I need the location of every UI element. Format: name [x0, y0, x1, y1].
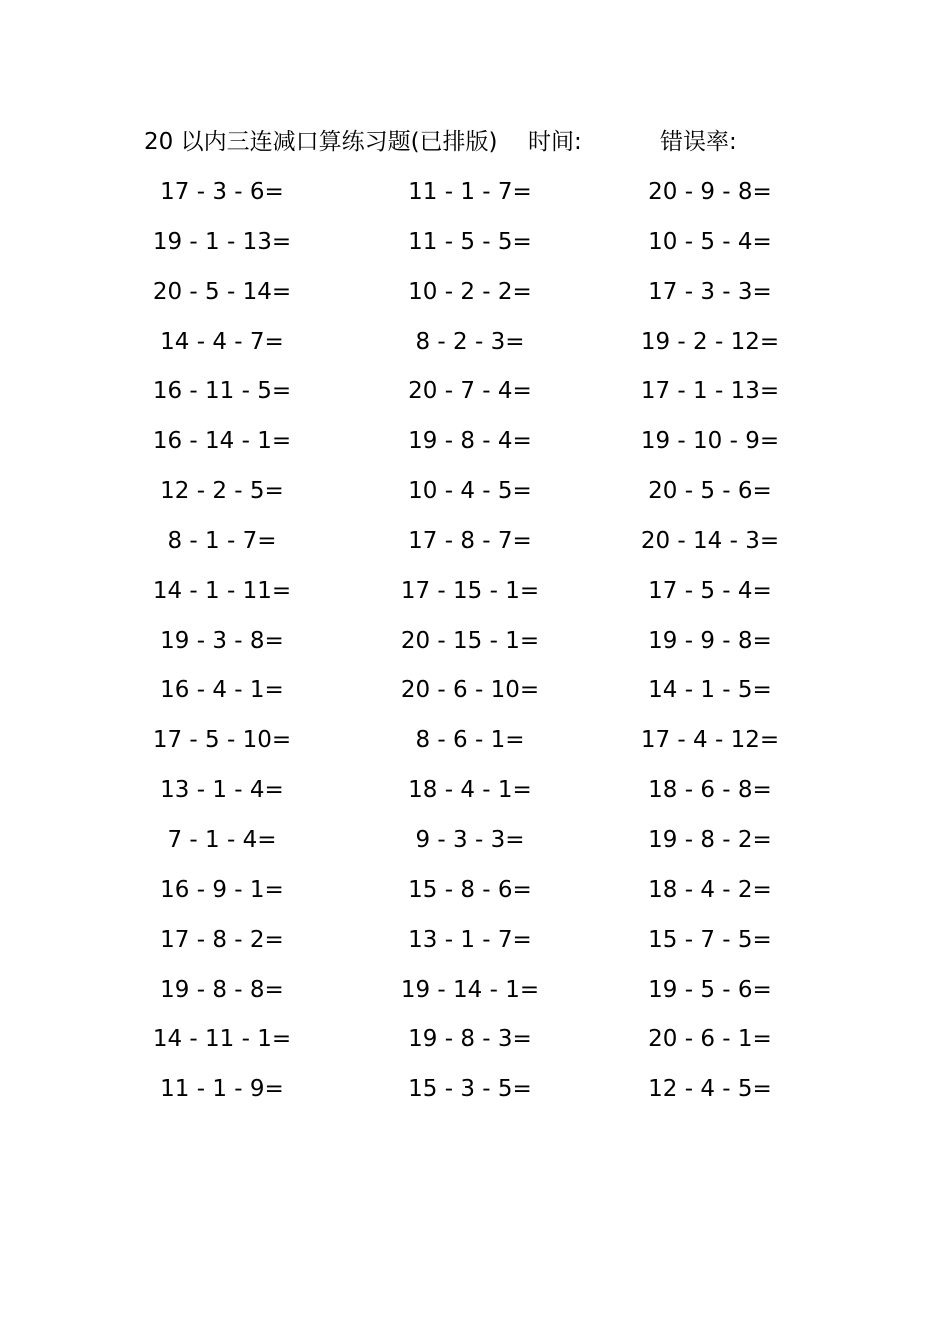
problem-row — [0, 471, 950, 521]
problem-row — [0, 770, 950, 820]
problem-row — [0, 222, 950, 272]
problem-item: 18 - 4 - 2= — [648, 876, 772, 903]
problem-item: 8 - 1 - 7= — [167, 527, 277, 554]
problem-item: 17 - 3 - 3= — [648, 278, 772, 305]
problem-item: 11 - 1 - 9= — [160, 1076, 284, 1103]
problem-item: 17 - 3 - 6= — [160, 179, 284, 205]
problem-item: 19 - 5 - 6= — [648, 976, 772, 1003]
problem-item: 19 - 9 - 8= — [648, 627, 772, 654]
problem-item: 19 - 3 - 8= — [160, 627, 284, 654]
problem-row — [0, 970, 950, 1020]
problem-row — [0, 720, 950, 770]
problem-row — [0, 1019, 950, 1069]
problem-item: 19 - 2 - 12= — [640, 328, 780, 355]
problem-item: 15 - 3 - 5= — [408, 1076, 532, 1103]
problem-row — [0, 670, 950, 720]
problem-item: 15 - 8 - 6= — [408, 876, 532, 903]
problem-item: 10 - 2 - 2= — [408, 278, 532, 305]
problem-item: 12 - 4 - 5= — [648, 1076, 772, 1103]
problem-item: 13 - 1 - 7= — [408, 926, 532, 953]
problem-item: 14 - 1 - 5= — [648, 677, 772, 704]
problem-item: 17 - 5 - 10= — [152, 727, 292, 754]
problem-item: 10 - 4 - 5= — [408, 478, 532, 505]
problem-item: 18 - 4 - 1= — [408, 777, 532, 804]
problem-row — [0, 322, 950, 372]
problem-item: 19 - 10 - 9= — [640, 428, 780, 455]
problem-row — [0, 920, 950, 970]
problem-row — [0, 421, 950, 471]
problem-item: 20 - 6 - 10= — [400, 677, 540, 704]
problem-item: 11 - 1 - 7= — [408, 179, 532, 205]
time-label: 时间: — [528, 129, 582, 155]
worksheet-title: 20 以内三连减口算练习题(已排版) — [144, 129, 498, 155]
problem-grid — [0, 172, 950, 1119]
problem-item: 20 - 14 - 3= — [640, 527, 780, 554]
problem-item: 19 - 1 - 13= — [152, 228, 292, 255]
problem-item: 7 - 1 - 4= — [167, 826, 277, 853]
problem-item: 20 - 7 - 4= — [408, 378, 532, 405]
problem-item: 8 - 2 - 3= — [415, 328, 525, 355]
problem-item: 19 - 8 - 8= — [160, 976, 284, 1003]
problem-item: 15 - 7 - 5= — [648, 926, 772, 953]
problem-item: 17 - 1 - 13= — [640, 378, 780, 405]
problem-item: 13 - 1 - 4= — [160, 777, 284, 804]
problem-item: 16 - 11 - 5= — [152, 378, 292, 405]
error-rate-label: 错误率: — [660, 129, 737, 155]
problem-item: 17 - 5 - 4= — [648, 577, 772, 604]
problem-item: 19 - 8 - 4= — [408, 428, 532, 455]
problem-row — [0, 371, 950, 421]
problem-row — [0, 272, 950, 322]
problem-item: 19 - 8 - 3= — [408, 1026, 532, 1053]
problem-item: 17 - 4 - 12= — [640, 727, 780, 754]
problem-row — [0, 521, 950, 571]
problem-item: 17 - 15 - 1= — [400, 577, 540, 604]
problem-item: 10 - 5 - 4= — [648, 228, 772, 255]
problem-item: 20 - 5 - 14= — [152, 278, 292, 305]
worksheet-header — [0, 124, 950, 160]
problem-item: 18 - 6 - 8= — [648, 777, 772, 804]
problem-item: 12 - 2 - 5= — [160, 478, 284, 505]
problem-item: 16 - 14 - 1= — [152, 428, 292, 455]
problem-row — [0, 621, 950, 671]
problem-row — [0, 870, 950, 920]
problem-item: 14 - 1 - 11= — [152, 577, 292, 604]
problem-item: 11 - 5 - 5= — [408, 228, 532, 255]
problem-item: 17 - 8 - 2= — [160, 926, 284, 953]
problem-item: 19 - 14 - 1= — [400, 976, 540, 1003]
problem-item: 14 - 11 - 1= — [152, 1026, 292, 1053]
problem-item: 20 - 9 - 8= — [648, 179, 772, 205]
problem-item: 16 - 4 - 1= — [160, 677, 284, 704]
problem-item: 16 - 9 - 1= — [160, 876, 284, 903]
problem-item: 19 - 8 - 2= — [648, 826, 772, 853]
problem-row — [0, 571, 950, 621]
problem-row — [0, 820, 950, 870]
problem-row — [0, 1069, 950, 1119]
problem-item: 8 - 6 - 1= — [415, 727, 525, 754]
problem-item: 20 - 15 - 1= — [400, 627, 540, 654]
problem-item: 17 - 8 - 7= — [408, 527, 532, 554]
problem-item: 9 - 3 - 3= — [415, 826, 525, 853]
problem-row — [0, 172, 950, 222]
problem-item: 20 - 5 - 6= — [648, 478, 772, 505]
problem-item: 20 - 6 - 1= — [648, 1026, 772, 1053]
problem-item: 14 - 4 - 7= — [160, 328, 284, 355]
